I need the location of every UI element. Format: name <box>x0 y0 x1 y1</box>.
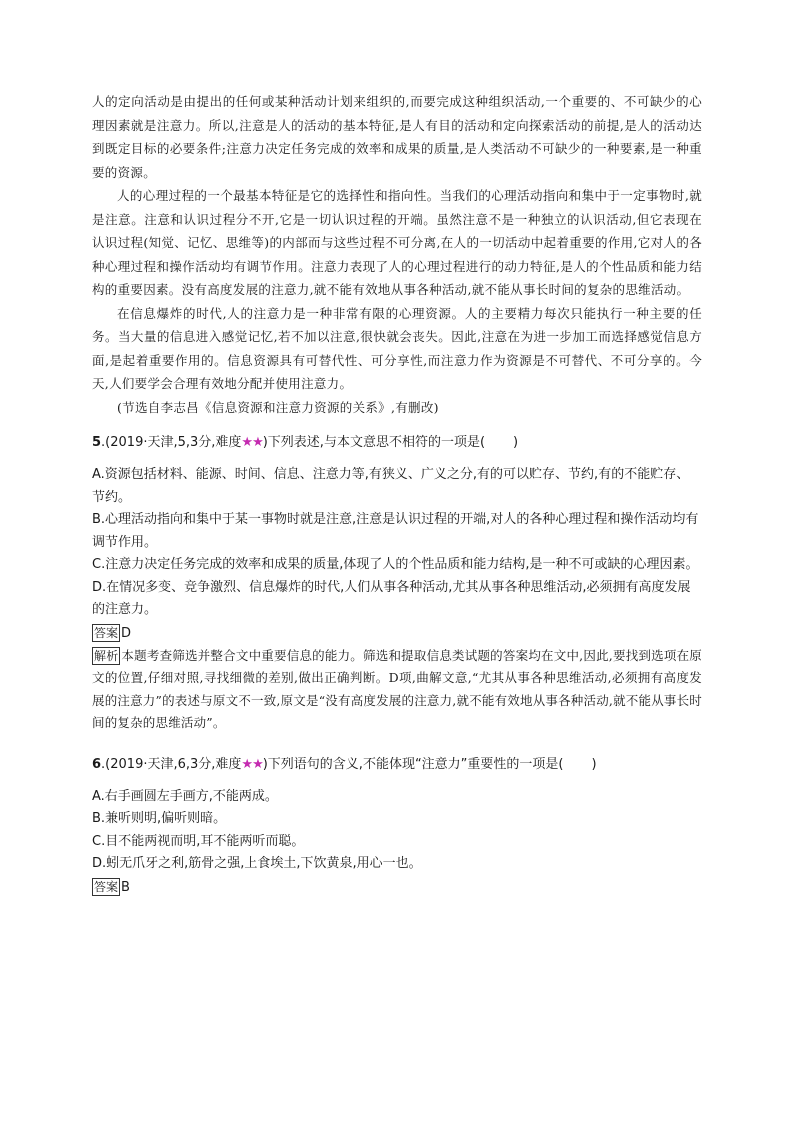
option-b: B.心理活动指向和集中于某一事物时就是注意,注意是认识过程的开端,对人的各种心理过程和操作活动均有调节作用。 <box>92 512 699 550</box>
passage-paragraph-1: 人的定向活动是由提出的任何或某种活动计划来组织的,而要完成这种组织活动,一个重要的、不可缺少的心理因素就是注意力。所以,注意是人的活动的基本特征,是人有目的活动和定向探索活动的前提,是人的活动达到既定目标的必要条件;注意力决定任务完成的效率和成果的质量,是人类活动不可缺少的一种要素,是一种重要的资源。 <box>92 94 702 180</box>
answer-tag: 答案 <box>94 625 119 640</box>
passage-paragraph-2: 人的心理过程的一个最基本特征是它的选择性和指向性。当我们的心理活动指向和集中于一定事物时,就是注意。注意和认识过程分不开,它是一切认识过程的开端。虽然注意不是一种独立的认识活动,但它表现在认识过程(知觉、记忆、思维等)的内部而与这些过程不可分离,在人的一切活动中起着重要的作用,它对人的各种心理过程和操作活动均有调节作用。注意力表现了人的心理过程进行的动力特征,是人的个性品质和能力结构的重要因素。没有高度发展的注意力,就不能有效地从事各种活动,就不能从事长时间的复杂的思维活动。 <box>92 188 702 297</box>
question-close-paren: ) <box>591 756 597 772</box>
difficulty-stars-icon: ★★ <box>241 756 263 772</box>
passage-source: (节选自李志昌《信息资源和注意力资源的关系》,有删改) <box>117 399 439 415</box>
option-a: A.右手画圆左手画方,不能两成。 <box>92 788 278 804</box>
difficulty-stars-icon: ★★ <box>241 435 263 450</box>
question-text: )下列表述,与本文意思不相符的一项是( <box>262 435 486 450</box>
passage-paragraph-3: 在信息爆炸的时代,人的注意力是一种非常有限的心理资源。人的主要精力每次只能执行一种主要的任务。当大量的信息进入感觉记忆,若不加以注意,很快就会丧失。因此,注意在为进一步加工而选择感觉信息方面,是起着重要作用的。信息资源具有可替代性、可分享性,而注意力作为资源是不可替代、不可分享的。今天,人们要学会合理有效地分配并使用注意力。 <box>92 305 702 391</box>
question-5 <box>92 433 702 735</box>
question-5-stem <box>92 433 702 453</box>
reading-passage <box>92 90 702 419</box>
answer-tag: 答案 <box>94 879 119 894</box>
question-number: 6 <box>92 756 102 772</box>
question-meta: .(2019·天津,6,3分,难度 <box>101 756 242 772</box>
option-a: A.资源包括材料、能源、时间、信息、注意力等,有狭义、广义之分,有的可以贮存、节约,有的不能贮存、节约。 <box>92 467 690 505</box>
option-c: C.目不能两视而明,耳不能两听而聪。 <box>92 833 305 849</box>
question-number: 5 <box>92 435 102 450</box>
answer-line <box>92 877 702 898</box>
option-b: B.兼听则明,偏听则暗。 <box>92 811 227 826</box>
answer-line <box>92 623 702 644</box>
question-meta: .(2019·天津,5,3分,难度 <box>101 435 242 450</box>
analysis-text: 本题考查筛选并整合文中重要信息的能力。筛选和提取信息类试题的答案均在文中,因此,要找到选项在原文的位置,仔细对照,寻找细微的差别,做出正确判断。D项,曲解文意,“尤其从事各种思维活动,必须拥有高度发展的注意力”的表述与原文不一致,原文是“没有高度发展的注意力,就不能有效地从事各种活动,就不能从事长时间的复杂的思维活动”。 <box>92 647 702 730</box>
question-text: )下列语句的含义,不能体现“注意力”重要性的一项是( <box>262 756 564 772</box>
option-d: D.在情况多变、竞争激烈、信息爆炸的时代,人们从事各种活动,尤其从事各种思维活动,必须拥有高度发展的注意力。 <box>92 579 691 617</box>
analysis-block <box>92 645 702 735</box>
question-6-stem <box>92 755 702 775</box>
question-close-paren: ) <box>513 435 519 450</box>
option-d: D.蚓无爪牙之利,筋骨之强,上食埃土,下饮黄泉,用心一也。 <box>92 856 422 871</box>
option-c: C.注意力决定任务完成的效率和成果的质量,体现了人的个性品质和能力结构,是一种不可或缺的心理因素。 <box>92 557 699 572</box>
question-6 <box>92 755 702 898</box>
answer-value: B <box>121 879 130 895</box>
answer-value: D <box>121 625 132 641</box>
analysis-tag: 解析 <box>94 648 119 663</box>
